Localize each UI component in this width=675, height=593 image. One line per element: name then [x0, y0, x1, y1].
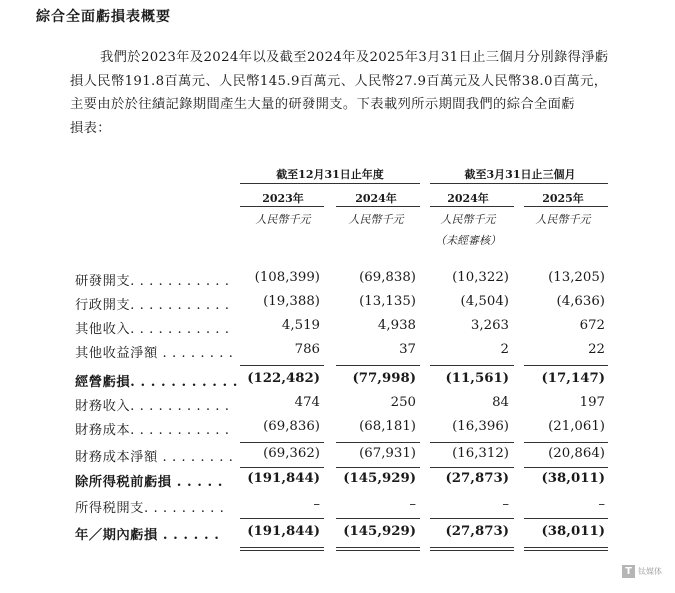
cell-value: (67,931)	[359, 446, 416, 461]
row-label: 財務成本淨額 . . . . . . . .	[75, 450, 234, 465]
cell-value: (69,362)	[263, 446, 320, 461]
subtotal-rule	[336, 365, 420, 366]
cell-value: (38,011)	[541, 524, 605, 539]
paragraph-line: 我們於2023年及2024年以及截至2024年及2025年3月31日止三個月分別錄得淨虧	[100, 50, 609, 65]
table-row-net-loss	[0, 524, 675, 548]
cell-value: (19,388)	[263, 294, 320, 309]
cell-value: (16,396)	[452, 419, 509, 434]
table-row	[0, 318, 675, 342]
group-header-quarterly: 截至3月31日止三個月	[464, 168, 576, 181]
subtotal-rule	[336, 518, 420, 519]
cell-value: (145,929)	[343, 471, 416, 486]
cell-value: 197	[579, 395, 605, 410]
year-rule	[524, 206, 608, 207]
cell-value: (69,836)	[263, 419, 320, 434]
group-header-annual: 截至12月31日止年度	[276, 168, 384, 181]
row-label: 研發開支. . . . . . . . . . .	[75, 274, 230, 289]
total-double-rule	[524, 547, 608, 551]
cell-value: 786	[294, 342, 320, 357]
cell-value: (10,322)	[452, 270, 509, 285]
watermark-logo	[622, 565, 662, 578]
cell-value: (122,482)	[247, 371, 320, 386]
row-label: 行政開支. . . . . . . . . . .	[75, 298, 230, 313]
unit-label: 人民幣千元	[255, 213, 311, 226]
cell-value: (17,147)	[541, 371, 605, 386]
cell-value: (13,135)	[359, 294, 416, 309]
year-rule	[430, 206, 514, 207]
subtotal-rule	[336, 442, 420, 443]
table-row	[0, 270, 675, 294]
subtotal-rule	[524, 365, 608, 366]
subtotal-rule	[524, 467, 608, 468]
subtotal-rule	[240, 365, 324, 366]
cell-value: (13,205)	[548, 270, 605, 285]
row-label: 其他收入. . . . . . . . . . .	[75, 322, 230, 337]
cell-value: (69,838)	[359, 270, 416, 285]
subtotal-rule	[524, 442, 608, 443]
cell-value: 2	[500, 342, 509, 357]
row-label: 除所得税前虧損 . . . . .	[75, 475, 223, 490]
subtotal-rule	[240, 442, 324, 443]
total-double-rule	[430, 547, 514, 551]
table-row	[0, 294, 675, 318]
table-row	[0, 419, 675, 443]
year-rule	[336, 206, 420, 207]
unit-label: 人民幣千元	[440, 213, 496, 226]
column-year-2024-q1: 2024年	[447, 192, 489, 205]
cell-value: 22	[588, 342, 605, 357]
subtotal-rule	[430, 518, 514, 519]
cell-value: 37	[399, 342, 416, 357]
total-double-rule	[240, 547, 324, 551]
cell-value: (191,844)	[247, 471, 320, 486]
unaudited-note: （未經審核）	[435, 234, 501, 247]
cell-value: (68,181)	[359, 419, 416, 434]
cell-value: 672	[579, 318, 605, 333]
cell-value: (145,929)	[343, 524, 416, 539]
row-label: 所得税開支. . . . . . . . .	[75, 501, 225, 516]
subtotal-rule	[240, 518, 324, 519]
cell-value: 4,938	[377, 318, 416, 333]
watermark-text: 钛媒体	[638, 567, 662, 576]
table-row	[0, 395, 675, 419]
cell-value: –	[502, 497, 509, 512]
subtotal-rule	[240, 467, 324, 468]
cell-value: –	[598, 497, 605, 512]
cell-value: (38,011)	[541, 471, 605, 486]
row-label: 年／期內虧損 . . . . . .	[75, 528, 220, 543]
cell-value: 4,519	[281, 318, 320, 333]
table-row-loss-before-tax	[0, 471, 675, 495]
paragraph-line: 損表：	[70, 120, 111, 136]
total-double-rule	[336, 547, 420, 551]
paragraph-line: 損人民幣191.8百萬元、人民幣145.9百萬元、人民幣27.9百萬元及人民幣38.0百萬元，	[70, 73, 608, 89]
cell-value: (4,504)	[460, 294, 509, 309]
column-year-2025-q1: 2025年	[542, 192, 584, 205]
group-rule-annual	[240, 183, 420, 184]
year-rule	[240, 206, 324, 207]
cell-value: 3,263	[470, 318, 509, 333]
unit-label: 人民幣千元	[348, 213, 404, 226]
row-label: 財務收入. . . . . . . . . . .	[75, 399, 230, 414]
intro-paragraph	[70, 46, 615, 140]
cell-value: (27,873)	[445, 471, 509, 486]
row-label: 其他收益淨額 . . . . . . . .	[75, 346, 234, 361]
group-rule-quarterly	[430, 183, 608, 184]
cell-value: (191,844)	[247, 524, 320, 539]
subtotal-rule	[524, 518, 608, 519]
row-label: 經營虧損. . . . . . . . . . .	[75, 375, 238, 390]
column-year-2023: 2023年	[262, 192, 304, 205]
cell-value: (27,873)	[445, 524, 509, 539]
column-year-2024: 2024年	[355, 192, 397, 205]
cell-value: (4,636)	[556, 294, 605, 309]
cell-value: 84	[492, 395, 509, 410]
table-row	[0, 342, 675, 366]
cell-value: (16,312)	[452, 446, 509, 461]
subtotal-rule	[430, 365, 514, 366]
cell-value: (20,864)	[548, 446, 605, 461]
table-row-operating-loss	[0, 371, 675, 395]
cell-value: (77,998)	[352, 371, 416, 386]
row-label: 財務成本. . . . . . . . . . .	[75, 423, 230, 438]
tmt-logo-icon: T	[622, 565, 635, 578]
cell-value: (108,399)	[254, 270, 320, 285]
cell-value: 474	[294, 395, 320, 410]
section-heading: 綜合全面虧損表概要	[36, 9, 171, 25]
cell-value: –	[409, 497, 416, 512]
cell-value: 250	[390, 395, 416, 410]
cell-value: –	[313, 497, 320, 512]
unit-label: 人民幣千元	[535, 213, 591, 226]
subtotal-rule	[430, 467, 514, 468]
subtotal-rule	[430, 442, 514, 443]
cell-value: (11,561)	[445, 371, 509, 386]
subtotal-rule	[336, 467, 420, 468]
paragraph-line: 主要由於於往績記錄期間產生大量的研發開支。下表載列所示期間我們的綜合全面虧	[70, 97, 575, 112]
cell-value: (21,061)	[548, 419, 605, 434]
